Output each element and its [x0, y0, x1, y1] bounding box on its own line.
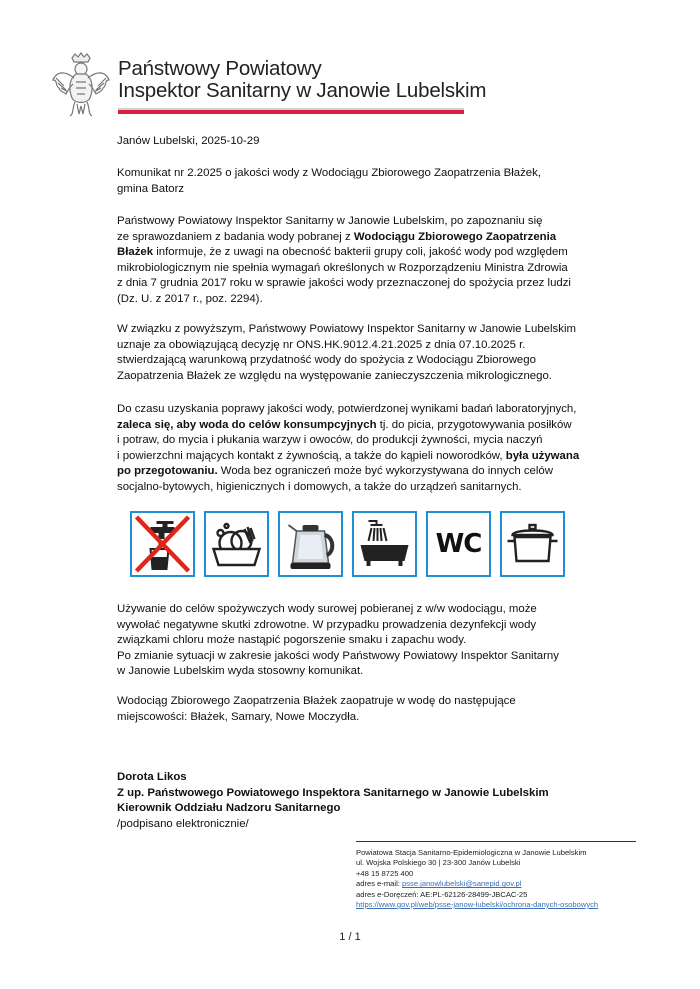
text-line [117, 245, 587, 261]
cooking-pot-icon [500, 511, 565, 577]
bold-run: po przegotowaniu. [117, 465, 218, 478]
flag-stripe-red [118, 110, 464, 114]
text-run: Woda bez ograniczeń może być wykorzystywana do innych celów [217, 465, 553, 478]
text-line: miejscowości: Błażek, Samary, Nowe Moczydła. [117, 710, 360, 723]
signatory-role: Z up. Państwowego Powiatowego Inspektora Sanitarnego w Janowie Lubelskim [117, 786, 549, 799]
paragraph-localities [117, 694, 587, 725]
org-name-line1: Państwowy Powiatowy [118, 57, 322, 80]
dish-washing-icon [204, 511, 269, 577]
footer-line: adres e-Doręczeń: AE:PL-62126-28499-JBCAC-25 [356, 889, 528, 899]
text-line [117, 418, 587, 434]
bold-run: zaleca się, aby woda do celów konsumpcyjnych [117, 418, 377, 431]
text-line: Po zmianie sytuacji w zakresie jakości wody Państwowy Powiatowy Inspektor Sanitarny [117, 649, 559, 662]
text-line: Używanie do celów spożywczych wody surowej pobieranej z w/w wodociągu, może [117, 603, 537, 615]
paragraph-recommendation [117, 402, 587, 496]
text-run: informuje, że z uwagi na obecność bakterii grupy coli, jakość wody pod względem [153, 246, 568, 259]
subject-line: Komunikat nr 2.2025 o jakości wody z Wodociągu Zbiorowego Zaopatrzenia Błażek, [117, 167, 542, 179]
text-line: stwierdzającą warunkową przydatność wody do spożycia z Wodociągu Zbiorowego [117, 354, 536, 367]
text-line [117, 464, 587, 480]
signature-block [117, 770, 587, 832]
kettle-icon [278, 511, 343, 577]
bold-run: była używana [505, 449, 580, 462]
email-label: adres e-mail: [356, 879, 403, 889]
bold-run: Wodociągu Zbiorowego Zaopatrzenia [353, 230, 557, 243]
footer-line: +48 15 8725 400 [356, 868, 414, 878]
text-line: w Janowie Lubelskim wyda stosowny komunikat. [117, 665, 364, 678]
eagle-emblem-icon [50, 52, 112, 118]
signatory-name: Dorota Likos [117, 771, 187, 783]
footer-line: Powiatowa Stacja Sanitarno-Epidemiologiczna w Janowie Lubelskim [356, 848, 587, 857]
text-line: socjalno-bytowych, higienicznych i domowych, a także do urządzeń sanitarnych. [117, 480, 522, 493]
wc-label: WC [435, 529, 482, 559]
text-line: wywołać negatywne skutki zdrowotne. W przypadku prowadzenia dezynfekcji wody [117, 618, 537, 631]
text-line: i potraw, do mycia i płukania warzyw i owoców, do produkcji żywności, mycia naczyń [117, 434, 543, 447]
text-line: Wodociąg Zbiorowego Zaopatrzenia Błażek zaopatruje w wodę do następujące [117, 695, 516, 707]
text-line: uznaje za obowiązującą decyzję nr ONS.HK.9012.4.21.2025 z dnia 07.10.2025 r. [117, 338, 526, 351]
page-indicator: 1 / 1 [339, 931, 361, 943]
privacy-link[interactable]: https://www.gov.pl/web/psse-janow-lubelski/ochrona-danych-osobowych [356, 900, 599, 910]
text-line: W związku z powyższym, Państwowy Powiatowy Inspektor Sanitarny w Janowie Lubelskim [117, 323, 576, 335]
signature-note: /podpisano elektronicznie/ [117, 817, 249, 830]
text-line: mikrobiologicznym nie spełnia wymagań określonych w Rozporządzeniu Ministra Zdrowia [117, 261, 568, 274]
email-link[interactable]: psse.janowlubelski@sanepid.gov.pl [402, 879, 522, 889]
footer-line: ul. Wojska Polskiego 30 | 23-300 Janów Lubelski [356, 858, 521, 868]
text-line: związkami chloru może nastąpić pogorszenie smaku i zapachu wody. [117, 634, 467, 647]
text-line [117, 230, 587, 246]
footer-divider [356, 841, 636, 842]
footer-contact [356, 848, 598, 910]
signatory-position: Kierownik Oddziału Nadzoru Sanitarnego [117, 802, 341, 815]
text-run: i powierzchni mających kontakt z żywnością, a także do kąpieli noworodków, [117, 449, 506, 462]
text-run: ze sprawozdaniem z badania wody pobranej z [117, 230, 354, 243]
text-line [117, 449, 587, 465]
text-line: Zaopatrzenia Błażek ze względu na występowanie zanieczyszczenia mikrologicznego. [117, 369, 552, 382]
bathtub-icon [352, 511, 417, 577]
usage-pictograms [130, 511, 567, 579]
subject [117, 166, 587, 197]
no-drinking-water-icon [130, 511, 195, 577]
text-line: Państwowy Powiatowy Inspektor Sanitarny w Janowie Lubelskim, po zapoznaniu się [117, 215, 543, 227]
text-line: z dnia 7 grudnia 2017 roku w sprawie jakości wody przeznaczonej do spożycia przez ludzi [117, 277, 571, 290]
paragraph-decision [117, 322, 587, 384]
subject-line: gmina Batorz [117, 182, 185, 195]
footer-line [356, 879, 598, 889]
date-line: Janów Lubelski, 2025-10-29 [117, 135, 260, 147]
text-line: Do czasu uzyskania poprawy jakości wody, potwierdzonej wynikami badań laboratoryjnych, [117, 403, 577, 415]
text-run: tj. do picia, przygotowywania posiłków [376, 418, 572, 431]
paragraph-warning [117, 602, 587, 680]
org-name-line2: Inspektor Sanitarny w Janowie Lubelskim [118, 79, 487, 102]
wc-icon [426, 511, 491, 577]
bold-run: Błażek [117, 246, 154, 259]
text-line: (Dz. U. z 2017 r., poz. 2294). [117, 292, 263, 305]
paragraph-findings [117, 214, 587, 308]
